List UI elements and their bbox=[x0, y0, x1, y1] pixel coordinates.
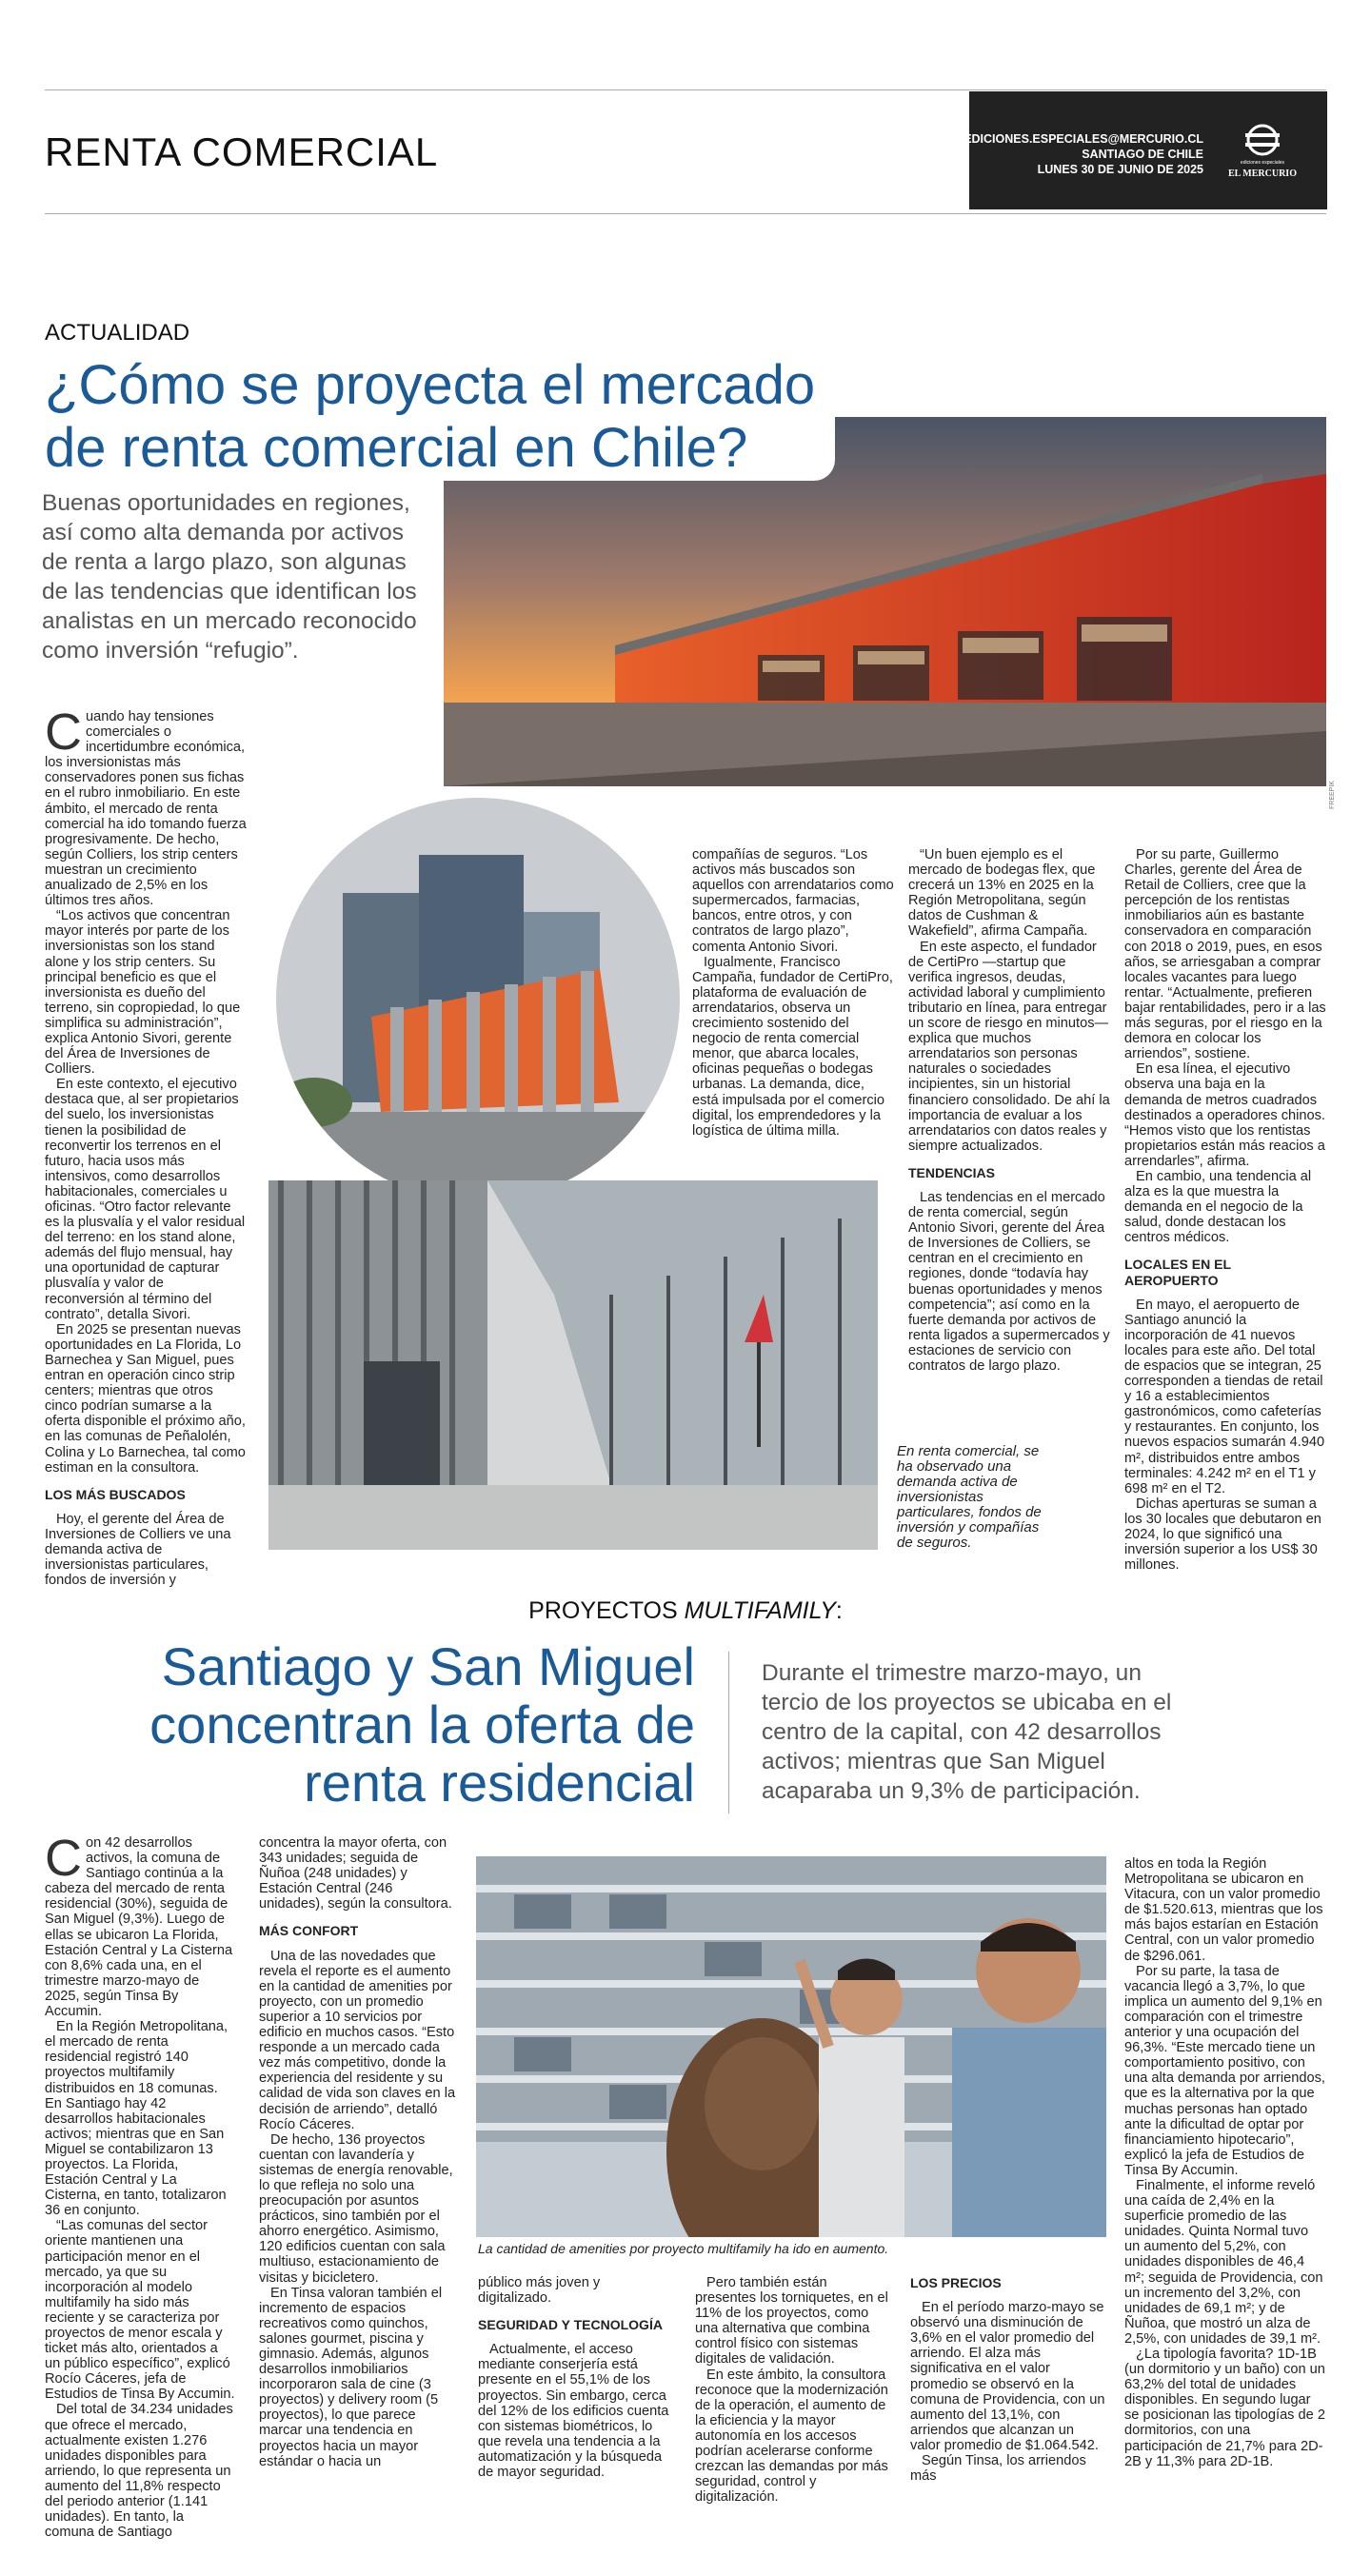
people-building-photo bbox=[476, 1856, 1106, 2237]
logo-emblem-icon bbox=[1241, 124, 1284, 156]
article2-column-2: concentra la mayor oferta, con 343 unidades; seguida de Ñuñoa (248 unidades) y Estación Central (246 unidades), según la consultora. MÁS CONFORT Una de las novedades que revela el reporte es el aumento en la cantidad de amenities por proyecto, con un promedio superior a 10 servicios por edificio en muchos casos. “Esto responde a un mercado cada vez más competitivo, donde la experiencia del residente y su calidad de vida son claves en la decisión de arriendo”, detalló Rocío Cáceres. De hecho, 136 proyectos cuentan con lavandería y sistemas de energía renovable, lo que refleja no solo una preocupación por asuntos prácticos, sino también por el ahorro energético. Asimismo, 120 edificios cuentan con sala multiuso, estacionamiento de visitas y bicicletero. En Tinsa valoran también el incremento de espacios recreativos como quinchos, salones gourmet, piscina y gimnasio. Además, algunos desarrollos inmobiliarios incorporaron sala de cine (3 proyectos) y delivery room (5 proyectos), lo que parece marcar una tendencia en proyectos hacia un mayor estándar o hacia un bbox=[259, 1835, 459, 2469]
article1-kicker: ACTUALIDAD bbox=[45, 320, 190, 346]
round-building-photo bbox=[268, 790, 687, 1209]
el-mercurio-logo: ediciones especiales EL MERCURIO bbox=[1224, 124, 1301, 179]
article2-deck: Durante el trimestre marzo-mayo, un tercio de los proyectos se ubicaba en el centro de la capital, con 42 desarrollos activos; mientras que San Miguel acaparaba un 9,3% de participación. bbox=[762, 1660, 1172, 1804]
subhead-tendencias: TENDENCIAS bbox=[908, 1164, 996, 1180]
article1-headline: ¿Cómo se proyecta el mercado de renta comercial en Chile? bbox=[45, 354, 816, 479]
article2-column-1: Con 42 desarrollos activos, la comuna de Santiago continúa a la cabeza del mercado de renta residencial (30%), seguida de San Miguel (9,3%). Luego de ellas se ubicaron La Florida, Estación Central y La Cisterna con 8,6% cada una, en el trimestre marzo-mayo de 2025, según Tinsa By Accumin. En la Región Metropolitana, el mercado de renta residencial registró 140 proyectos multifamily distribuidos en 18 comunas. En Santiago hay 42 desarrollos habitacionales activos; mientras que en San Miguel se contabilizaron 13 proyectos. La Florida, Estación Central y La Cisterna, en tanto, totalizaron 36 en conjunto. “Las comunas del sector oriente mantienen una participación menor en el mercado, ya que su incorporación al modelo multifamily ha sido más reciente y se caracteriza por proyectos de menor escala y ticket más alto, orientados a un público específico”, explicó Rocío Cáceres, jefa de Estudios de Tinsa By Accumin. Del total de 34.234 unidades que ofrece el mercado, actualmente existen 1.276 unidades disponibles para arriendo, lo que representa un aumento del 11,8% respecto del periodo anterior (1.141 unidades). En tanto, la comuna de Santiago bbox=[45, 1830, 235, 2541]
contact-email: EDICIONES.ESPECIALES@MERCURIO.CL bbox=[964, 132, 1203, 146]
article2-column-5: LOS PRECIOS En el período marzo-mayo se observó una disminución de 3,6% en el valor promedio del arriendo. El alza más significativa en el valor promedio se observó en la comuna de Providencia, con un aumento del 13,1%, con arriendos que alcanzan un valor promedio de $1.064.542. Según Tinsa, los arriendos más bbox=[910, 2275, 1105, 2485]
header-bottom-rule bbox=[45, 213, 1326, 214]
subhead-seguridad: SEGURIDAD Y TECNOLOGÍA bbox=[478, 2317, 663, 2333]
masthead-box bbox=[964, 91, 1327, 209]
subhead-locales-aeropuerto: LOCALES EN EL AEROPUERTO bbox=[1124, 1257, 1231, 1288]
article2-column-6: altos en toda la Región Metropolitana se ubicaron en Vitacura, con un valor promedio de $1.520.613, mientras que los más bajos estarían en Estación Central, con un valor promedio de $296.061. Por su parte, la tasa de vacancia llegó a 3,7%, lo que implica un aumento del 9,1% en comparación con el trimestre anterior y una ocupación del 96,3%. “Este mercado tiene un comportamiento positivo, con una alta demanda por arriendos, que es la alternativa por la que muchas personas han optado ante la dificultad de optar por financiamiento hipotecario”, explicó la jefa de Estudios de Tinsa By Accumin. Finalmente, el informe reveló una caída de 2,4% en la superficie promedio de las unidades. Quinta Normal tuvo un aumento del 5,2%, con unidades disponibles de 46,4 m²; seguida de Providencia, con un incremento del 3,2%, con unidades de 69,1 m²; y de Ñuñoa, que mostró un alza de 2,5%, con unidades de 39,1 m². ¿La tipología favorita? 1D-1B (un dormitorio y un baño) con un 63,2% del total de unidades disponibles. En segundo lugar se posicionan las tipologías de 2 dormitorios, con una participación de 21,7% para 2D-2B y 11,3% para 2D-1B. bbox=[1124, 1856, 1325, 2469]
article2-column-3: público más joven y digitalizado. SEGURIDAD Y TECNOLOGÍA Actualmente, el acceso mediante conserjería está presente en el 55,1% de los proyectos. Sin embargo, cerca del 12% de los edificios cuenta con sistemas biométricos, lo que revela una tendencia a la automatización y la búsqueda de mayor seguridad. bbox=[478, 2275, 673, 2480]
article2-caption: La cantidad de amenities por proyecto multifamily ha ido en aumento. bbox=[478, 2241, 889, 2256]
city-label: SANTIAGO DE CHILE bbox=[1082, 148, 1203, 161]
dropcap: C bbox=[45, 703, 82, 761]
article2-column-4: Pero también están presentes los torniquetes, en el 11% de los proyectos, como una alternativa que combina control físico con sistemas digitales de validación. En este ámbito, la consultora reconoce que la modernización de la operación, el aumento de la eficiencia y la mayor autonomía en los accesos podrían acelerarse conforme crezcan las demandas por más seguridad, control y digitalización. bbox=[695, 2275, 888, 2506]
issue-date: LUNES 30 DE JUNIO DE 2025 bbox=[1037, 163, 1203, 176]
headline-divider bbox=[728, 1652, 729, 1813]
article1-caption: En renta comercial, se ha observado una demanda activa de inversionistas particulares, fondos de inversión y compañías de seguros. bbox=[897, 1443, 1042, 1551]
glass-entrance-photo bbox=[268, 1180, 878, 1550]
dropcap: C bbox=[45, 1830, 82, 1887]
subhead-los-mas-buscados: LOS MÁS BUSCADOS bbox=[45, 1486, 186, 1502]
article2-kicker: PROYECTOS MULTIFAMILY: bbox=[528, 1597, 843, 1624]
article1-column-2: compañías de seguros. “Los activos más buscados son aquellos con arrendatarios como supermercados, farmacias, bancos, entre otros, y con contratos de largo plazo”, comenta Antonio Sivori. Igualmente, Francisco Campaña, fundador de CertiPro, plataforma de evaluación de arrendatarios, observa un crecimiento sostenido del negocio de renta comercial menor, que abarca locales, oficinas pequeñas o bodegas urbanas. La demanda, dice, está impulsada por el comercio digital, los emprendedores y la logística de última milla. bbox=[692, 847, 894, 1139]
article1-deck: Buenas oportunidades en regiones, así como alta demanda por activos de renta a largo plazo, son algunas de las tendencias que identifican los analistas en un mercado reconocido como inversión “refugio”. bbox=[42, 490, 417, 664]
subhead-los-precios: LOS PRECIOS bbox=[910, 2275, 1002, 2290]
article2-headline: Santiago y San Miguel concentran la oferta de renta residencial bbox=[149, 1636, 695, 1813]
article1-column-1: Cuando hay tensiones comerciales o incertidumbre económica, los inversionistas más conservadores ponen sus fichas en el rubro inmobiliario. En este ámbito, el mercado de renta comercial ha ido tomando fuerza progresivamente. De hecho, según Colliers, los strip centers muestran un crecimiento anualizado de 2,5% en los últimos tres años. “Los activos que concentran mayor interés por parte de los inversionistas son los stand alone y los strip centers. Su principal beneficio es que el inversionista es dueño del terreno, sin copropiedad, lo que simplifica su administración”, explica Antonio Sivori, gerente del Área de Inversiones de Colliers. En este contexto, el ejecutivo destaca que, al ser propietarios del suelo, los inversionistas tienen la posibilidad de reconvertir los terrenos en el futuro, hacia usos más intensivos, como desarrollos habitacionales, comerciales u oficinas. “Otro factor relevante es la plusvalía y el valor residual del terreno: en los stand alone, además del flujo mensual, hay una oportunidad de capturar plusvalía y valor de reconversión al término del contrato”, detalla Sivori. En 2025 se presentan nuevas oportunidades en La Florida, Lo Barnechea y San Miguel, pues entran en operación cinco strip centers; mientras que otros cinco podrían sumarse a la oferta disponible el próximo año, en las comunas de Peñalolén, Colina y Lo Barnechea, tal como estiman en la consultora. LOS MÁS BUSCADOS Hoy, el gerente del Área de Inversiones de Colliers ve una demanda activa de inversionistas particulares, fondos de inversión y bbox=[45, 703, 247, 1589]
subhead-mas-confort: MÁS CONFORT bbox=[259, 1923, 359, 1939]
photo-credit: FREEPIK bbox=[1329, 781, 1336, 809]
top-rule bbox=[45, 89, 1326, 90]
article1-column-3: “Un buen ejemplo es el mercado de bodegas flex, que crecerá un 13% en 2025 en la Región Metropolitana, según datos de Cushman & Wakefield”, afirma Campaña. En este aspecto, el fundador de CertiPro —startup que verifica ingresos, deudas, actividad laboral y cumplimiento tributario en línea, para entregar un score de riesgo en minutos— explica que muchos arrendatarios son personas naturales o sociedades incipientes, sin un historial financiero consolidado. De ahí la importancia de evaluar a los arrendatarios con datos reales y siempre actualizados. TENDENCIAS Las tendencias en el mercado de renta comercial, según Antonio Sivori, gerente del Área de Inversiones de Colliers, se centran en el crecimiento en regiones, donde “todavía hay buenas oportunidades y menos competencia”; así como en la fuerte demanda por activos de renta ligados a supermercados y estaciones de servicio con contratos de largo plazo. bbox=[908, 847, 1110, 1374]
section-title: RENTA COMERCIAL bbox=[45, 129, 439, 174]
article1-column-4: Por su parte, Guillermo Charles, gerente del Área de Retail de Colliers, cree que la percepción de los rentistas inmobiliarios aún es bastante conservadora en comparación con 2018 o 2019, pues, en esos años, se arriesgaban a comprar locales vacantes para luego rentar. “Actualmente, prefieren bajar rentabilidades, pero ir a las más seguras, por el riesgo en la demora en colocar los arriendos”, sostiene. En esa línea, el ejecutivo observa una baja en la demanda de metros cuadrados destinados a operadores chinos. “Hemos visto que los rentistas propietarios están más reacios a arrendarles”, afirma. En cambio, una tendencia al alza es la que muestra la demanda en el negocio de la salud, donde destacan los centros médicos. LOCALES EN EL AEROPUERTO En mayo, el aeropuerto de Santiago anunció la incorporación de 41 nuevos locales para este año. Del total de espacios que se integran, 25 corresponden a tiendas de retail y 16 a establecimientos gastronómicos, como cafeterías y restaurantes. En conjunto, los nuevos espacios sumarán 4.940 m², distribuidos entre ambos terminales: 4.242 m² en el T1 y 698 m² en el T2. Dichas aperturas se suman a los 30 locales que debutaron en 2024, lo que significó una inversión superior a los US$ 30 millones. bbox=[1124, 847, 1326, 1574]
